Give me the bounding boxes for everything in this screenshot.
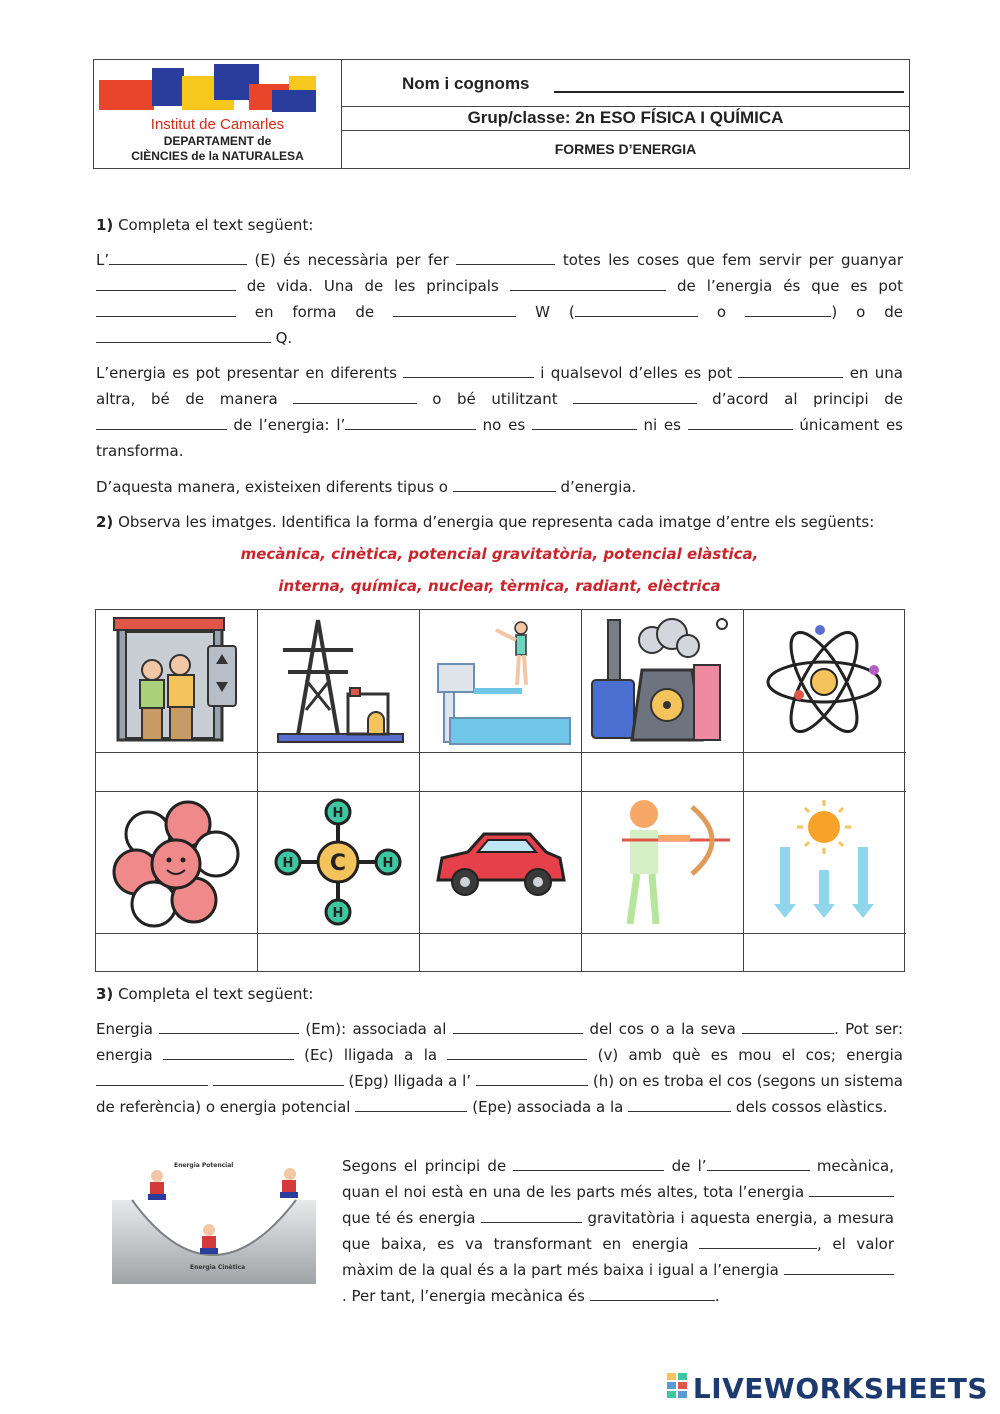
liveworksheets-logo: [667, 1372, 988, 1407]
paragraph-text: de l’energia és que es pot: [666, 277, 904, 295]
blank-answer-field[interactable]: [293, 387, 416, 404]
paragraph-text: (Epg) lligada a l’: [343, 1072, 476, 1090]
paragraph-text: totes les coses que fem servir per guanyar: [555, 251, 903, 269]
q3-paragraph-2: [342, 1153, 894, 1309]
q1-paragraph-3: [96, 474, 903, 500]
paragraph-text: D’aquesta manera, existeixen diferents tipus o: [96, 478, 453, 496]
paragraph-text: Energia: [96, 1020, 160, 1038]
paragraph-text: en una altra, bé de manera: [96, 364, 904, 408]
paragraph-text: . Per tant, l’energia mecànica és: [342, 1287, 590, 1305]
blank-answer-field[interactable]: [707, 1154, 810, 1171]
paragraph-text: i qualsevol d’elles es pot: [533, 364, 739, 382]
paragraph-text: o: [698, 303, 745, 321]
blank-answer-field[interactable]: [456, 248, 555, 265]
paragraph-text: L’energia es pot presentar en diferents: [96, 364, 404, 382]
blank-answer-field[interactable]: [96, 326, 271, 343]
paragraph-text: , el valor màxim de la qual és a la part més baixa i igual a l’energia: [342, 1235, 895, 1279]
svg-text:H: H: [282, 856, 294, 871]
q3-number: 3): [96, 985, 114, 1003]
q2-number: 2): [96, 513, 114, 531]
blank-answer-field[interactable]: [513, 1154, 664, 1171]
name-label: Nom i cognoms: [402, 74, 530, 93]
answer-input-3[interactable]: [420, 753, 582, 792]
paragraph-text: W (: [516, 303, 575, 321]
image-cell-2: [258, 610, 420, 753]
group-row: [342, 106, 909, 131]
diving-board-icon: [420, 610, 580, 751]
svg-text:H: H: [382, 856, 394, 871]
image-cell-8: [420, 792, 582, 934]
paragraph-text: de vida. Una de les principals: [235, 277, 510, 295]
paragraph-text: (E) és necessària per fer: [247, 251, 457, 269]
blank-answer-field[interactable]: [403, 361, 534, 378]
paragraph-text: en forma de: [235, 303, 394, 321]
paragraph-text: d’acord al principi de: [696, 390, 903, 408]
power-tower-icon: [258, 610, 418, 751]
paragraph-text: mecànica, quan el noi està en una de les parts més altes, tota l’energia: [342, 1157, 894, 1201]
answer-input-8[interactable]: [420, 934, 582, 971]
blank-answer-field[interactable]: [453, 1017, 584, 1034]
car-icon: [420, 792, 580, 932]
q3-paragraph-1: [96, 1016, 903, 1120]
blank-answer-field[interactable]: [532, 413, 637, 430]
blank-answer-field[interactable]: [476, 1069, 588, 1086]
q2-title: [96, 509, 903, 535]
topic-title: FORMES D’ENERGIA: [554, 141, 697, 157]
paragraph-text: (v) amb què es mou el cos; energia: [587, 1046, 903, 1064]
atom-icon: [744, 610, 904, 751]
institute-logo: [94, 60, 341, 120]
blank-answer-field[interactable]: [213, 1069, 344, 1086]
paragraph-text: (Ec) lligada a la: [293, 1046, 448, 1064]
q1-paragraph-2: [96, 360, 903, 464]
paragraph-text: que té és energia: [342, 1209, 481, 1227]
answer-input-2[interactable]: [258, 753, 420, 792]
image-cell-7: [258, 792, 420, 934]
liveworksheets-text: LIVEWORKSHEETS: [692, 1371, 988, 1405]
answer-input-4[interactable]: [582, 753, 744, 792]
paragraph-text: d’energia.: [555, 478, 637, 496]
paragraph-text: del cos o a la seva: [583, 1020, 743, 1038]
blank-answer-field[interactable]: [809, 1180, 894, 1197]
image-cell-1: [96, 610, 258, 753]
q3-title: [96, 981, 903, 1007]
blank-answer-field[interactable]: [447, 1043, 587, 1060]
answer-input-10[interactable]: [744, 934, 906, 971]
sun-icon: [744, 792, 904, 932]
blank-answer-field[interactable]: [628, 1095, 731, 1112]
molecule-icon: [258, 792, 418, 932]
options-line-1: mecànica, cinètica, potencial gravitatòria, potencial elàstica,: [240, 545, 759, 563]
blank-answer-field[interactable]: [159, 1017, 299, 1034]
paragraph-text: de l’energia: l’: [226, 416, 346, 434]
kinetic-energy-label: Energia Cinètica: [190, 1264, 246, 1271]
liveworksheets-icon: [667, 1373, 689, 1406]
department-line2: CIÈNCIES de la NATURALESA: [131, 149, 304, 163]
blank-answer-field[interactable]: [510, 274, 666, 291]
blank-answer-field[interactable]: [699, 1232, 817, 1249]
options-line-2: interna, química, nuclear, tèrmica, radiant, elèctrica: [278, 577, 721, 595]
name-row: [342, 60, 909, 107]
image-cell-3: [420, 610, 582, 753]
elevator-icon: [96, 610, 256, 751]
svg-text:C: C: [329, 851, 347, 876]
paragraph-text: gravitatòria i aquesta energia, a mesura que baixa, es va transformant en energia: [342, 1209, 894, 1253]
archer-icon: [582, 792, 742, 932]
blank-answer-field[interactable]: [573, 387, 696, 404]
blank-answer-field[interactable]: [745, 300, 831, 317]
skate-ramp-figure: [112, 1160, 316, 1284]
paragraph-text: únicament es transforma.: [96, 416, 903, 460]
paragraph-text: o bé utilitzant: [416, 390, 574, 408]
answer-input-5[interactable]: [744, 753, 906, 792]
blank-answer-field[interactable]: [575, 300, 698, 317]
paragraph-text: ni es: [636, 416, 688, 434]
image-cell-4: [582, 610, 744, 753]
blank-answer-field[interactable]: [109, 248, 247, 265]
paragraph-text: L’: [96, 251, 110, 269]
blank-answer-field[interactable]: [393, 300, 516, 317]
q3-title-text: Completa el text següent:: [118, 985, 314, 1003]
paragraph-text: Q.: [270, 329, 293, 347]
answer-input-9[interactable]: [582, 934, 744, 971]
paragraph-text: de l’: [664, 1157, 707, 1175]
answer-input-6[interactable]: [96, 934, 258, 971]
worksheet-header: [93, 59, 910, 169]
paragraph-text: (Epe) associada a la: [467, 1098, 629, 1116]
topic-row: [342, 131, 909, 168]
blank-answer-field[interactable]: [345, 413, 476, 430]
blank-answer-field[interactable]: [453, 475, 556, 492]
name-field[interactable]: [554, 91, 904, 93]
paragraph-text: .: [714, 1287, 720, 1305]
paragraph-text: dels cossos elàstics.: [731, 1098, 888, 1116]
paragraph-text: (Em): associada al: [299, 1020, 453, 1038]
blank-answer-field[interactable]: [590, 1284, 715, 1301]
blank-answer-field[interactable]: [96, 413, 227, 430]
q1-number: 1): [96, 216, 114, 234]
svg-text:H: H: [332, 806, 344, 821]
q1-paragraph-1: [96, 247, 903, 351]
blank-answer-field[interactable]: [742, 1017, 834, 1034]
image-cell-10: [744, 792, 906, 934]
department-line1: DEPARTAMENT de: [163, 134, 272, 148]
group-label: Grup/classe: 2n ESO FÍSICA I QUÍMICA: [467, 108, 784, 127]
svg-text:H: H: [332, 906, 344, 921]
blank-answer-field[interactable]: [96, 274, 236, 291]
blank-answer-field[interactable]: [738, 361, 843, 378]
nuclear-plant-icon: [582, 610, 742, 751]
paragraph-text: . Pot ser: energia: [96, 1020, 904, 1064]
answer-input-1[interactable]: [96, 753, 258, 792]
q1-title: [96, 212, 903, 238]
image-cell-5: [744, 610, 906, 753]
image-grid: [95, 609, 905, 972]
blank-answer-field[interactable]: [784, 1258, 894, 1275]
paragraph-text: no es: [475, 416, 532, 434]
department-name: [94, 134, 341, 164]
image-cell-9: [582, 792, 744, 934]
paragraph-text: (h) on es troba el cos (segons un sistema de referència) o energia potencial: [96, 1072, 903, 1116]
paragraph-text: ) o de: [831, 303, 903, 321]
q1-title-text: Completa el text següent:: [118, 216, 314, 234]
blank-answer-field[interactable]: [481, 1206, 582, 1223]
image-cell-6: [96, 792, 258, 934]
potential-energy-label: Energia Potencial: [174, 1162, 234, 1169]
blank-answer-field[interactable]: [355, 1095, 467, 1112]
nucleus-icon: [96, 792, 256, 932]
blank-answer-field[interactable]: [163, 1043, 294, 1060]
blank-answer-field[interactable]: [96, 1069, 208, 1086]
answer-input-7[interactable]: [258, 934, 420, 971]
blank-answer-field[interactable]: [688, 413, 793, 430]
blank-answer-field[interactable]: [96, 300, 236, 317]
institute-logo-cell: [94, 60, 342, 168]
q2-title-text: Observa les imatges. Identifica la forma d’energia que representa cada imatge d’entre els següents:: [118, 513, 875, 531]
institute-name: Institut de Camarles: [150, 116, 285, 133]
paragraph-text: Segons el principi de: [342, 1157, 514, 1175]
